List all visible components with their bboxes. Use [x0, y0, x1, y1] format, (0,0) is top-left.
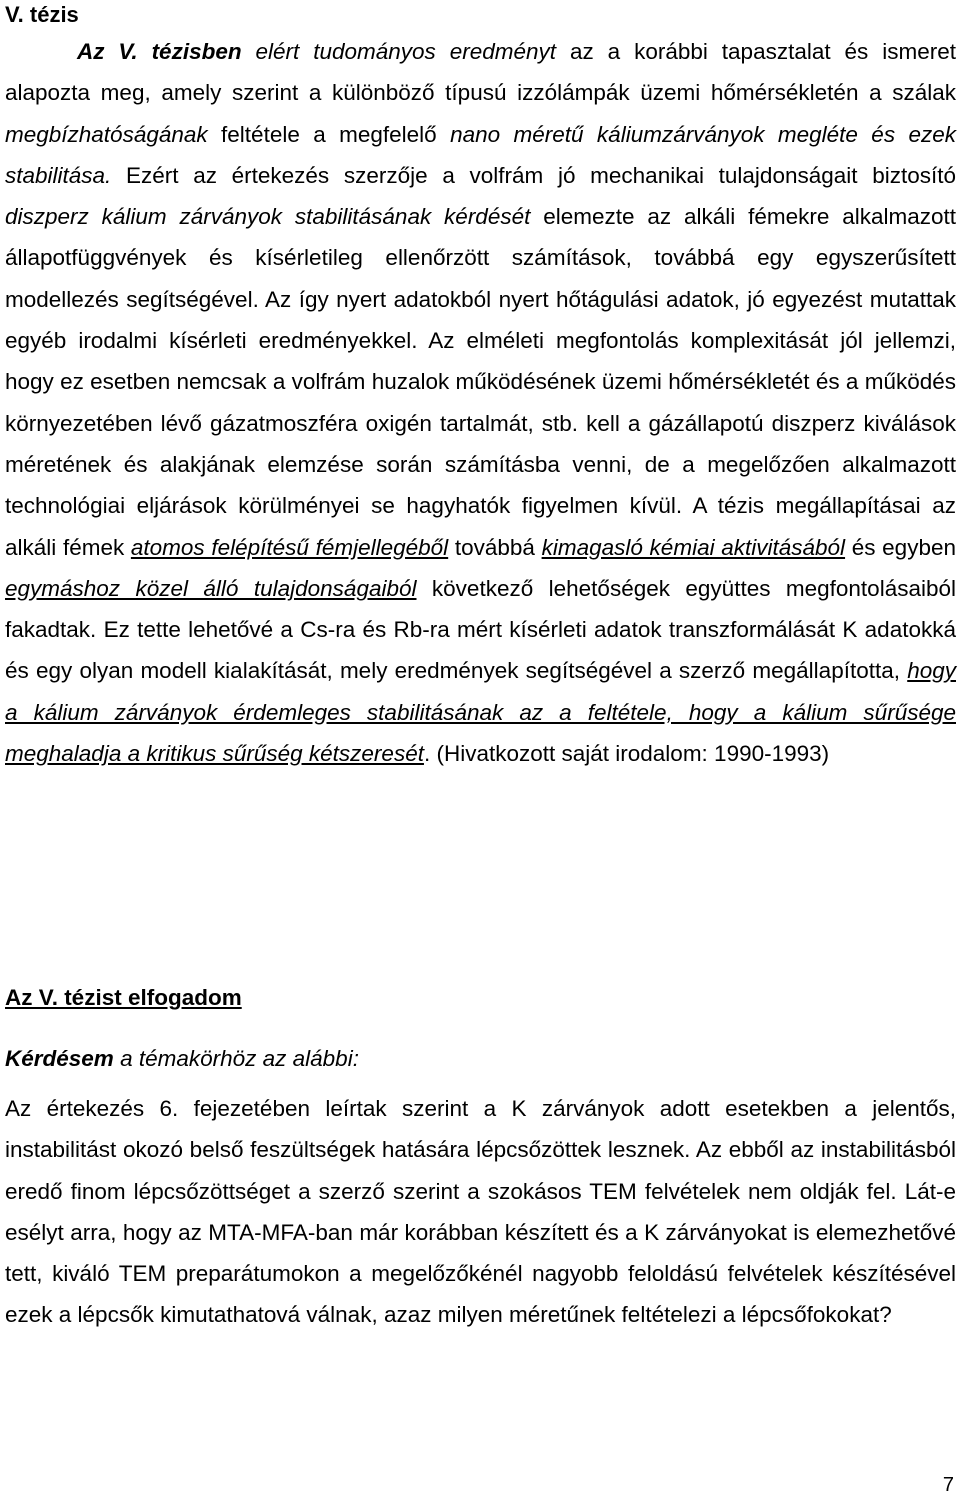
text-run: következő lehetőségek együttes megfontolásaiból fakadtak. Ez tette lehetővé a Cs-ra és Rb-ra mért kísérleti adatok transzformálását K adatokká és egy olyan modell kialakítását, mely eredmények segítségével a szerző megállapította,: [5, 575, 956, 684]
emphasis-nano: nano méretű káliumzárványok megléte és ezek stabilitása.: [5, 121, 956, 188]
question-label: [5, 1046, 359, 1072]
text-run: Ezért az értekezés szerzője a volfrám jó mechanikai tulajdonságait biztosító: [111, 162, 956, 188]
text-run: továbbá: [448, 534, 542, 560]
text-run: . (Hivatkozott saját irodalom: 1990-1993): [423, 741, 830, 767]
emphasis-reliability: megbízhatóságának: [5, 121, 208, 147]
thesis-word: tézisben: [151, 39, 242, 64]
text-run: feltétele a megfelelő: [207, 121, 451, 147]
emphasis-atomic: atomos felépítésű fémjellegéből: [130, 534, 449, 560]
text-run: és egyben: [845, 534, 956, 560]
section-heading: V. tézis: [5, 2, 79, 27]
question-label-rest: a témakörhöz az alábbi:: [113, 1046, 359, 1071]
emphasis-activity: kimagasló kémiai aktivitásából: [541, 534, 846, 560]
text-run: [242, 39, 256, 64]
thesis-label: Az V.: [77, 39, 138, 64]
emphasis-properties: egymáshoz közel álló tulajdonságaiból: [5, 575, 417, 601]
question-paragraph: Az értekezés 6. fejezetében leírtak szerint a K zárványok adott esetekben a jelentős, instabilitást okozó belső feszültségek hatására lépcsőzöttek lesznek. Az ebből az instabilitásból eredő finom lépcsőzöttséget a szerző szerint a szokásos TEM felvételek nem oldják fel. Lát-e esélyt arra, hogy az MTA-MFA-ban már korábban készített és a K zárványokat is elemezhetővé tett, kiváló TEM preparátumokon a megelőzőkénél nagyobb feloldású felvételek készítésével ezek a lépcsők kimutathatová válnak, azaz milyen méretűnek feltételezi a lépcsőfokokat?: [5, 1096, 956, 1328]
acceptance-statement: Az V. tézist elfogadom: [5, 985, 242, 1010]
emphasis-result: elért tudományos eredményt: [255, 39, 557, 64]
question-label-bold: Kérdésem: [5, 1046, 114, 1071]
text-run: [138, 39, 152, 64]
page-number: 7: [942, 1474, 954, 1496]
text-run: az a korábbi tapasztalat és ismeret alapozta meg, amely szerint a különböző típusú izzólámpák üzemi hőmérsékletén a szálak: [5, 39, 956, 106]
emphasis-dispersed: diszperz kálium zárványok stabilitásának kérdését: [5, 204, 531, 230]
emphasis-conclusion: hogy a kálium zárványok érdemleges stabilitásának az a feltétele, hogy a kálium sűrűsége meghaladja a kritikus sűrűség kétszeresét: [5, 658, 956, 767]
thesis-paragraph: [5, 31, 956, 774]
text-run: elemezte az alkáli fémekre alkalmazott állapotfüggvények és kísérletileg ellenőrzött számítások, továbbá egy egyszerűsített modellezés segítségével. Az így nyert adatokból nyert hőtágulási adatok, jó egyezést mutattak egyéb irodalmi kísérleti eredményekkel. Az elméleti megfontolás komplexitását jól jellemzi, hogy ez esetben nemcsak a volfrám huzalok működésének üzemi hőmérsékletét és a működés környezetében lévő gázatmoszféra oxigén tartalmát, stb. kell a gázállapotú diszperz kiválások méretének és alakjának elemzése során számításba venni, de a megelőzően alkalmazott technológiai eljárások körülményei se hagyhatók figyelmen kívül. A tézis megállapításai az alkáli fémek: [5, 204, 956, 560]
